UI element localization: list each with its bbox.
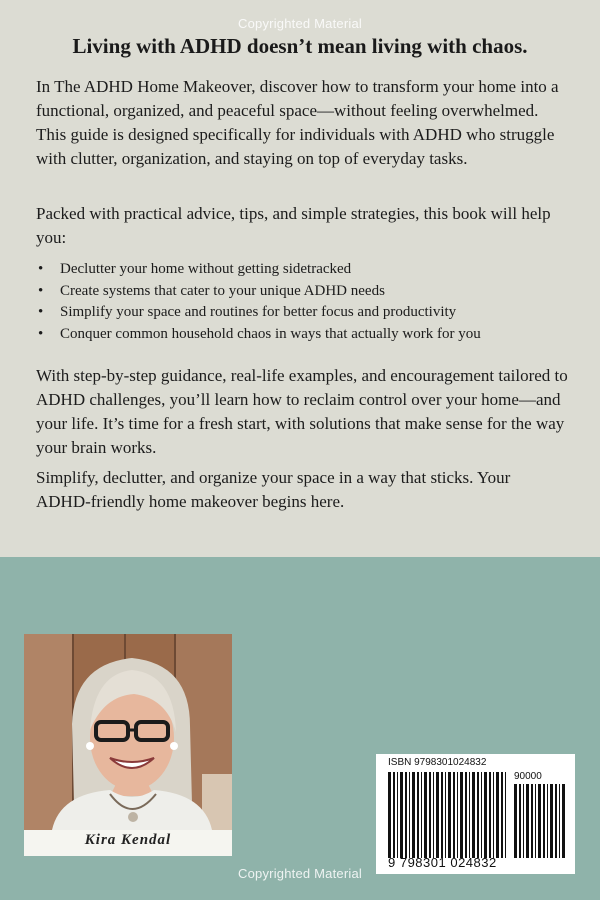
barcode-digits: 9 798301 024832	[388, 855, 497, 870]
list-item-text: Simplify your space and routines for better focus and productivity	[60, 304, 457, 320]
isbn-barcode	[376, 754, 575, 874]
copyright-watermark-bottom: Copyrighted Material	[238, 866, 362, 881]
list-item-text: Declutter your home without getting sidetracked	[60, 261, 352, 277]
author-photo-card	[24, 634, 232, 856]
bullet-icon: •	[38, 325, 44, 342]
list-item-text: Conquer common household chaos in ways that actually work for you	[60, 325, 481, 342]
bullet-icon: •	[38, 261, 44, 277]
intro-paragraph: In The ADHD Home Makeover, discover how to transform your home into a functional, organized, and peaceful space—without feeling overwhelmed. This guide is designed specifically for individuals with ADHD who struggle with clutter, organization, and staying on top of everyday tasks.	[36, 77, 559, 168]
lead-in-paragraph: Packed with practical advice, tips, and simple strategies, this book will help you:	[36, 204, 551, 247]
headline: Living with ADHD doesn’t mean living with chaos.	[72, 34, 528, 58]
isbn-label: ISBN 9798301024832	[388, 757, 487, 768]
bullet-icon: •	[38, 282, 44, 299]
list-item-text: Create systems that cater to your unique ADHD needs	[60, 282, 385, 299]
author-portrait-image	[24, 634, 232, 830]
bullet-icon: •	[38, 304, 44, 320]
author-name: Kira Kendal	[84, 832, 172, 848]
benefits-list	[38, 259, 558, 345]
list-item	[38, 259, 558, 281]
author-photo	[24, 634, 232, 830]
price-code: 90000	[514, 771, 542, 782]
list-item	[38, 302, 558, 324]
copyright-watermark-top: Copyrighted Material	[238, 16, 362, 31]
body-paragraph: With step-by-step guidance, real-life examples, and encouragement tailored to ADHD challenges, you’ll learn how to reclaim control over your home—and your life. It’s time for a fresh start, with solutions that make sense for the way your brain works.	[36, 366, 568, 457]
list-item	[38, 281, 558, 303]
list-item	[38, 324, 558, 346]
closing-paragraph: Simplify, declutter, and organize your space in a way that sticks. Your ADHD-friendly home makeover begins here.	[36, 468, 511, 511]
